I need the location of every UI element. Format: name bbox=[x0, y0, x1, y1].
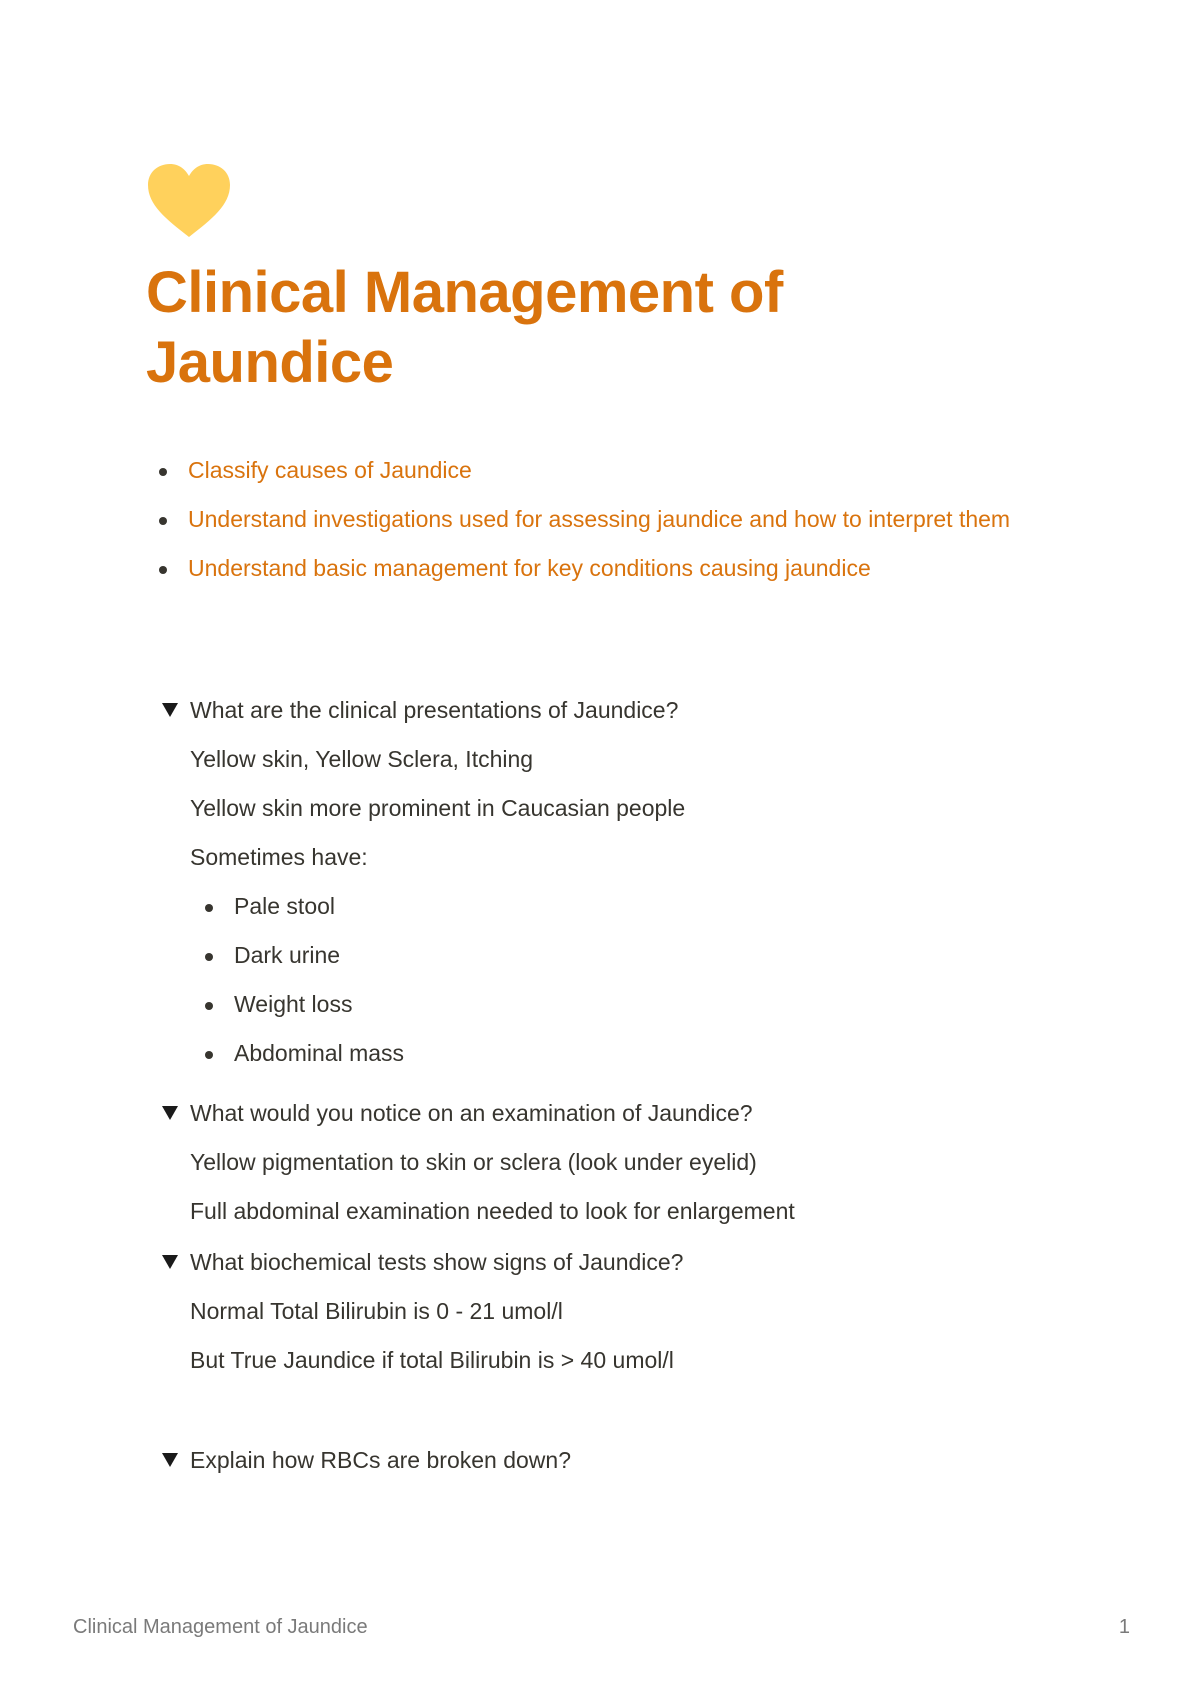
heart-icon bbox=[146, 163, 232, 239]
text-line: Full abdominal examination needed to look for enlargement bbox=[190, 1198, 795, 1224]
objective-item bbox=[146, 452, 1086, 488]
objective-text: Understand investigations used for assessing jaundice and how to interpret them bbox=[188, 506, 1011, 532]
toggle-rbc-breakdown bbox=[160, 1442, 1060, 1478]
page-title-line2: Jaundice bbox=[146, 330, 394, 395]
toggle-arrow-icon[interactable] bbox=[162, 1453, 178, 1467]
toggle-content bbox=[160, 1293, 1060, 1378]
toggle-arrow-icon[interactable] bbox=[162, 1255, 178, 1269]
page-title bbox=[146, 258, 1046, 398]
page-number: 1 bbox=[1118, 1616, 1130, 1638]
toggle-header[interactable] bbox=[160, 1442, 1060, 1478]
toggle-question: Explain how RBCs are broken down? bbox=[190, 1447, 571, 1473]
toggle-question: What would you notice on an examination of Jaundice? bbox=[190, 1100, 753, 1126]
toggle-content bbox=[160, 741, 1060, 1071]
objective-text: Understand basic management for key conditions causing jaundice bbox=[188, 555, 871, 581]
learning-objectives-list bbox=[146, 452, 1086, 599]
objective-item bbox=[146, 550, 1086, 586]
bullet-icon bbox=[159, 566, 167, 574]
list-item-text: Pale stool bbox=[234, 893, 336, 919]
bullet-icon bbox=[159, 468, 167, 476]
list-item bbox=[190, 1035, 1060, 1071]
list-item-text: Dark urine bbox=[234, 942, 341, 968]
toggle-biochemical-tests bbox=[160, 1244, 1060, 1378]
toggle-arrow-icon[interactable] bbox=[162, 703, 178, 717]
toggle-question: What biochemical tests show signs of Jaundice? bbox=[190, 1249, 684, 1275]
toggle-header[interactable] bbox=[160, 1095, 1060, 1131]
list-item-text: Abdominal mass bbox=[234, 1040, 405, 1066]
bullet-icon bbox=[205, 1002, 213, 1010]
bullet-icon bbox=[205, 904, 213, 912]
toggle-clinical-presentations bbox=[160, 692, 1060, 1071]
toggle-question: What are the clinical presentations of Jaundice? bbox=[190, 697, 679, 723]
text-line: Yellow skin, Yellow Sclera, Itching bbox=[190, 746, 534, 772]
bullet-icon bbox=[205, 1051, 213, 1059]
toggle-header[interactable] bbox=[160, 1244, 1060, 1280]
list-item bbox=[190, 888, 1060, 924]
symptom-list bbox=[190, 888, 1060, 1071]
text-line: Sometimes have: bbox=[190, 844, 368, 870]
page-title-line1: Clinical Management of bbox=[146, 260, 783, 325]
text-line: Normal Total Bilirubin is 0 - 21 umol/l bbox=[190, 1298, 563, 1324]
list-item bbox=[190, 986, 1060, 1022]
toggle-content bbox=[160, 1144, 1060, 1229]
list-item bbox=[190, 937, 1060, 973]
toggle-header[interactable] bbox=[160, 692, 1060, 728]
footer-title: Clinical Management of Jaundice bbox=[73, 1616, 368, 1638]
list-item-text: Weight loss bbox=[234, 991, 353, 1017]
toggle-examination bbox=[160, 1095, 1060, 1229]
toggle-arrow-icon[interactable] bbox=[162, 1106, 178, 1120]
objective-item bbox=[146, 501, 1086, 537]
text-line: Yellow pigmentation to skin or sclera (look under eyelid) bbox=[190, 1149, 757, 1175]
bullet-icon bbox=[159, 517, 167, 525]
text-line: But True Jaundice if total Bilirubin is > 40 umol/l bbox=[190, 1347, 674, 1373]
bullet-icon bbox=[205, 953, 213, 961]
text-line: Yellow skin more prominent in Caucasian people bbox=[190, 795, 686, 821]
objective-text: Classify causes of Jaundice bbox=[188, 457, 472, 483]
